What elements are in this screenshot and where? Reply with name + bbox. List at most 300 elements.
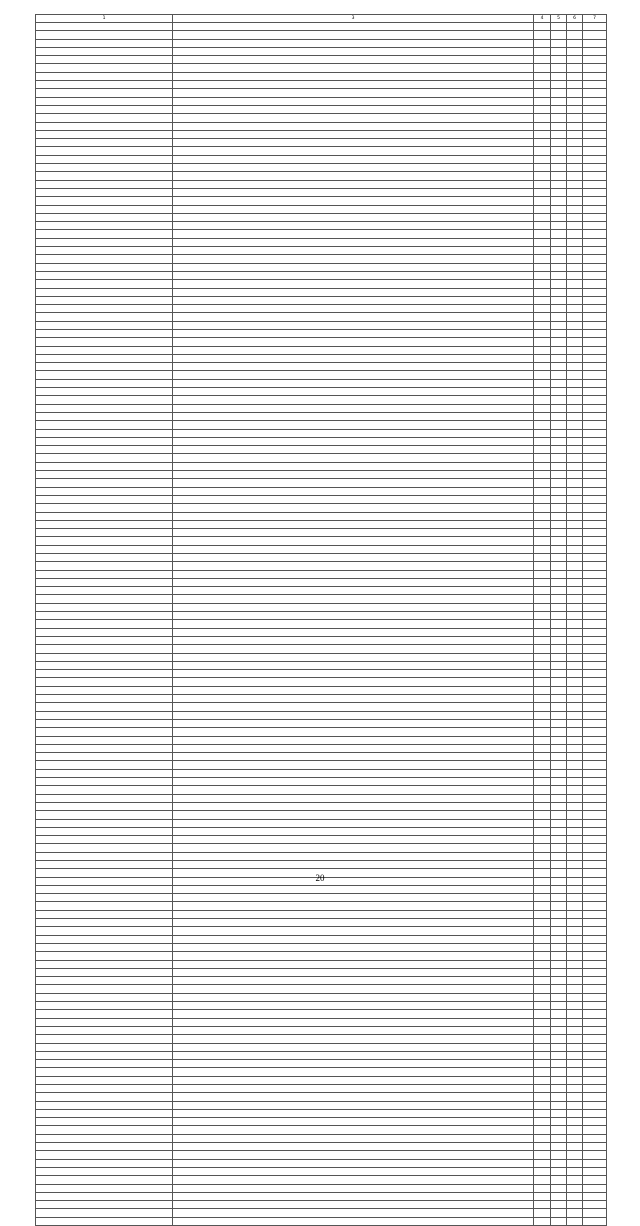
cell-col6 bbox=[567, 786, 583, 794]
section-header-row bbox=[36, 388, 607, 396]
cell-address bbox=[36, 180, 173, 188]
cell-col5 bbox=[551, 188, 567, 196]
cell-year bbox=[534, 1192, 551, 1200]
cell-year bbox=[534, 761, 551, 769]
table-row bbox=[36, 1176, 607, 1184]
cell-work bbox=[173, 346, 534, 354]
table-row bbox=[36, 1010, 607, 1018]
cell-col7 bbox=[583, 1209, 607, 1217]
cell-year bbox=[534, 305, 551, 313]
cell-col6 bbox=[567, 653, 583, 661]
cell-address bbox=[36, 1043, 173, 1051]
cell-year bbox=[534, 769, 551, 777]
cell-address bbox=[36, 529, 173, 537]
table-row bbox=[36, 23, 607, 31]
cell-address bbox=[36, 504, 173, 512]
cell-address bbox=[36, 1176, 173, 1184]
cell-col6 bbox=[567, 155, 583, 163]
cell-address bbox=[36, 172, 173, 180]
cell-col6 bbox=[567, 902, 583, 910]
cell-col6 bbox=[567, 222, 583, 230]
cell-year bbox=[534, 363, 551, 371]
cell-year bbox=[534, 487, 551, 495]
cell-col5 bbox=[551, 479, 567, 487]
cell-work bbox=[173, 404, 534, 412]
cell-work bbox=[173, 155, 534, 163]
cell-work bbox=[173, 97, 534, 105]
cell-col5 bbox=[551, 894, 567, 902]
cell-work bbox=[173, 238, 534, 246]
cell-work bbox=[173, 753, 534, 761]
cell-col7 bbox=[583, 794, 607, 802]
cell-col5 bbox=[551, 1159, 567, 1167]
cell-year bbox=[534, 222, 551, 230]
cell-col7 bbox=[583, 454, 607, 462]
cell-address bbox=[36, 1060, 173, 1068]
cell-col6 bbox=[567, 379, 583, 387]
table-row bbox=[36, 520, 607, 528]
cell-address bbox=[36, 1101, 173, 1109]
cell-work bbox=[173, 363, 534, 371]
cell-address bbox=[36, 1118, 173, 1126]
cell-col5 bbox=[551, 471, 567, 479]
cell-year bbox=[534, 1184, 551, 1192]
table-row bbox=[36, 188, 607, 196]
cell-work bbox=[173, 894, 534, 902]
cell-col7 bbox=[583, 827, 607, 835]
table-row bbox=[36, 562, 607, 570]
cell-address bbox=[36, 935, 173, 943]
cell-col6 bbox=[567, 1201, 583, 1209]
cell-col7 bbox=[583, 72, 607, 80]
table-row bbox=[36, 1060, 607, 1068]
cell-col5 bbox=[551, 213, 567, 221]
table-row bbox=[36, 197, 607, 205]
cell-col7 bbox=[583, 122, 607, 130]
cell-year bbox=[534, 811, 551, 819]
cell-col6 bbox=[567, 968, 583, 976]
cell-col7 bbox=[583, 255, 607, 263]
cell-col5 bbox=[551, 89, 567, 97]
table-row bbox=[36, 421, 607, 429]
cell-work bbox=[173, 1126, 534, 1134]
cell-work bbox=[173, 1010, 534, 1018]
cell-col5 bbox=[551, 454, 567, 462]
cell-work bbox=[173, 429, 534, 437]
cell-year bbox=[534, 238, 551, 246]
cell-col5 bbox=[551, 985, 567, 993]
cell-col6 bbox=[567, 744, 583, 752]
cell-col6 bbox=[567, 313, 583, 321]
cell-work bbox=[173, 1043, 534, 1051]
cell-col6 bbox=[567, 197, 583, 205]
cell-work bbox=[173, 321, 534, 329]
cell-col5 bbox=[551, 354, 567, 362]
cell-address bbox=[36, 860, 173, 868]
cell-col7 bbox=[583, 230, 607, 238]
cell-col7 bbox=[583, 902, 607, 910]
cell-work bbox=[173, 1209, 534, 1217]
cell-col5 bbox=[551, 72, 567, 80]
cell-col6 bbox=[567, 371, 583, 379]
cell-col6 bbox=[567, 562, 583, 570]
cell-col5 bbox=[551, 1093, 567, 1101]
cell-work bbox=[173, 819, 534, 827]
cell-address bbox=[36, 437, 173, 445]
table-row bbox=[36, 761, 607, 769]
table-row bbox=[36, 255, 607, 263]
cell-col5 bbox=[551, 222, 567, 230]
cell-col7 bbox=[583, 238, 607, 246]
cell-col5 bbox=[551, 836, 567, 844]
table-row bbox=[36, 172, 607, 180]
cell-col5 bbox=[551, 612, 567, 620]
cell-year bbox=[534, 968, 551, 976]
cell-col7 bbox=[583, 943, 607, 951]
cell-col6 bbox=[567, 114, 583, 122]
cell-work bbox=[173, 1076, 534, 1084]
cell-col5 bbox=[551, 404, 567, 412]
cell-year bbox=[534, 255, 551, 263]
cell-col6 bbox=[567, 570, 583, 578]
cell-year bbox=[534, 753, 551, 761]
cell-col6 bbox=[567, 1076, 583, 1084]
cell-col6 bbox=[567, 1184, 583, 1192]
cell-year bbox=[534, 354, 551, 362]
cell-work bbox=[173, 902, 534, 910]
cell-col5 bbox=[551, 711, 567, 719]
cell-year bbox=[534, 927, 551, 935]
cell-work bbox=[173, 811, 534, 819]
cell-work bbox=[173, 412, 534, 420]
cell-col7 bbox=[583, 1143, 607, 1151]
cell-year bbox=[534, 852, 551, 860]
cell-year bbox=[534, 1035, 551, 1043]
cell-col5 bbox=[551, 943, 567, 951]
cell-col6 bbox=[567, 520, 583, 528]
cell-year bbox=[534, 1126, 551, 1134]
cell-col6 bbox=[567, 238, 583, 246]
cell-col6 bbox=[567, 130, 583, 138]
cell-col7 bbox=[583, 985, 607, 993]
cell-address bbox=[36, 943, 173, 951]
cell-address bbox=[36, 910, 173, 918]
cell-col5 bbox=[551, 296, 567, 304]
cell-col7 bbox=[583, 960, 607, 968]
table-row bbox=[36, 744, 607, 752]
cell-col6 bbox=[567, 1085, 583, 1093]
cell-year bbox=[534, 64, 551, 72]
cell-col5 bbox=[551, 1201, 567, 1209]
cell-address bbox=[36, 711, 173, 719]
cell-work bbox=[173, 968, 534, 976]
table-row bbox=[36, 222, 607, 230]
cell-col5 bbox=[551, 554, 567, 562]
cell-work bbox=[173, 164, 534, 172]
cell-col5 bbox=[551, 520, 567, 528]
cell-work bbox=[173, 31, 534, 39]
table-row bbox=[36, 960, 607, 968]
cell-col5 bbox=[551, 761, 567, 769]
cell-address bbox=[36, 56, 173, 64]
cell-address bbox=[36, 985, 173, 993]
cell-address bbox=[36, 23, 173, 31]
cell-year bbox=[534, 620, 551, 628]
cell-col6 bbox=[567, 960, 583, 968]
cell-col7 bbox=[583, 396, 607, 404]
table-row bbox=[36, 64, 607, 72]
cell-col6 bbox=[567, 885, 583, 893]
cell-work bbox=[173, 230, 534, 238]
cell-address bbox=[36, 421, 173, 429]
cell-col5 bbox=[551, 910, 567, 918]
cell-address bbox=[36, 595, 173, 603]
cell-year bbox=[534, 1026, 551, 1034]
table-row bbox=[36, 1076, 607, 1084]
cell-col5 bbox=[551, 429, 567, 437]
table-row bbox=[36, 753, 607, 761]
cell-address bbox=[36, 288, 173, 296]
cell-col5 bbox=[551, 164, 567, 172]
cell-address bbox=[36, 1209, 173, 1217]
cell-col5 bbox=[551, 885, 567, 893]
table-row bbox=[36, 47, 607, 55]
cell-col6 bbox=[567, 479, 583, 487]
cell-address bbox=[36, 321, 173, 329]
table-row bbox=[36, 827, 607, 835]
table-row bbox=[36, 479, 607, 487]
cell-col6 bbox=[567, 719, 583, 727]
cell-address bbox=[36, 388, 173, 396]
cell-col5 bbox=[551, 603, 567, 611]
cell-work bbox=[173, 595, 534, 603]
cell-col6 bbox=[567, 612, 583, 620]
cell-col5 bbox=[551, 728, 567, 736]
register-table bbox=[35, 14, 607, 1226]
cell-work bbox=[173, 23, 534, 31]
cell-col5 bbox=[551, 31, 567, 39]
cell-col6 bbox=[567, 495, 583, 503]
cell-col7 bbox=[583, 836, 607, 844]
cell-year bbox=[534, 537, 551, 545]
cell-col5 bbox=[551, 670, 567, 678]
cell-col6 bbox=[567, 636, 583, 644]
table-row bbox=[36, 653, 607, 661]
cell-address bbox=[36, 695, 173, 703]
cell-col7 bbox=[583, 545, 607, 553]
table-row bbox=[36, 885, 607, 893]
cell-year bbox=[534, 1043, 551, 1051]
cell-col7 bbox=[583, 703, 607, 711]
cell-address bbox=[36, 744, 173, 752]
table-row bbox=[36, 686, 607, 694]
cell-work bbox=[173, 852, 534, 860]
cell-year bbox=[534, 860, 551, 868]
cell-col5 bbox=[551, 537, 567, 545]
cell-address bbox=[36, 753, 173, 761]
cell-address bbox=[36, 81, 173, 89]
cell-work bbox=[173, 587, 534, 595]
cell-col6 bbox=[567, 338, 583, 346]
cell-col5 bbox=[551, 338, 567, 346]
table-row bbox=[36, 661, 607, 669]
cell-col7 bbox=[583, 1201, 607, 1209]
cell-work bbox=[173, 736, 534, 744]
cell-col6 bbox=[567, 504, 583, 512]
cell-year bbox=[534, 139, 551, 147]
cell-col6 bbox=[567, 1010, 583, 1018]
table-row bbox=[36, 1118, 607, 1126]
cell-col6 bbox=[567, 844, 583, 852]
table-row bbox=[36, 778, 607, 786]
cell-col7 bbox=[583, 354, 607, 362]
cell-col7 bbox=[583, 802, 607, 810]
cell-year bbox=[534, 910, 551, 918]
cell-col7 bbox=[583, 636, 607, 644]
cell-year bbox=[534, 213, 551, 221]
cell-col6 bbox=[567, 1159, 583, 1167]
cell-col7 bbox=[583, 404, 607, 412]
cell-address bbox=[36, 645, 173, 653]
cell-work bbox=[173, 338, 534, 346]
cell-address bbox=[36, 811, 173, 819]
cell-year bbox=[534, 1101, 551, 1109]
cell-work bbox=[173, 703, 534, 711]
table-row bbox=[36, 1018, 607, 1026]
cell-address bbox=[36, 479, 173, 487]
cell-col5 bbox=[551, 570, 567, 578]
cell-col6 bbox=[567, 678, 583, 686]
cell-address bbox=[36, 562, 173, 570]
cell-year bbox=[534, 670, 551, 678]
cell-col6 bbox=[567, 437, 583, 445]
table-row bbox=[36, 1026, 607, 1034]
cell-work bbox=[173, 47, 534, 55]
cell-col6 bbox=[567, 230, 583, 238]
cell-year bbox=[534, 885, 551, 893]
cell-year bbox=[534, 844, 551, 852]
cell-col7 bbox=[583, 371, 607, 379]
table-row bbox=[36, 620, 607, 628]
cell-col5 bbox=[551, 255, 567, 263]
cell-address bbox=[36, 305, 173, 313]
cell-address bbox=[36, 255, 173, 263]
cell-col7 bbox=[583, 620, 607, 628]
cell-address bbox=[36, 778, 173, 786]
cell-year bbox=[534, 1143, 551, 1151]
table-row bbox=[36, 769, 607, 777]
cell-year bbox=[534, 894, 551, 902]
table-row bbox=[36, 230, 607, 238]
cell-year bbox=[534, 695, 551, 703]
cell-col6 bbox=[567, 894, 583, 902]
cell-col6 bbox=[567, 388, 583, 396]
cell-col5 bbox=[551, 305, 567, 313]
cell-col6 bbox=[567, 927, 583, 935]
cell-year bbox=[534, 1085, 551, 1093]
cell-address bbox=[36, 1093, 173, 1101]
cell-work bbox=[173, 247, 534, 255]
cell-year bbox=[534, 338, 551, 346]
cell-work bbox=[173, 188, 534, 196]
cell-work bbox=[173, 1143, 534, 1151]
cell-work bbox=[173, 628, 534, 636]
cell-work bbox=[173, 554, 534, 562]
cell-work bbox=[173, 1134, 534, 1142]
cell-col7 bbox=[583, 462, 607, 470]
cell-address bbox=[36, 1192, 173, 1200]
table-row bbox=[36, 247, 607, 255]
cell-address bbox=[36, 570, 173, 578]
cell-year bbox=[534, 346, 551, 354]
cell-col7 bbox=[583, 1002, 607, 1010]
cell-work bbox=[173, 39, 534, 47]
cell-address bbox=[36, 977, 173, 985]
cell-year bbox=[534, 1167, 551, 1175]
cell-col7 bbox=[583, 993, 607, 1001]
cell-col5 bbox=[551, 645, 567, 653]
cell-col7 bbox=[583, 1060, 607, 1068]
section-header-row bbox=[36, 1109, 607, 1117]
cell-year bbox=[534, 31, 551, 39]
cell-col5 bbox=[551, 811, 567, 819]
cell-col5 bbox=[551, 695, 567, 703]
cell-address bbox=[36, 313, 173, 321]
cell-address bbox=[36, 89, 173, 97]
cell-col6 bbox=[567, 64, 583, 72]
cell-col6 bbox=[567, 1043, 583, 1051]
cell-col6 bbox=[567, 919, 583, 927]
cell-address bbox=[36, 603, 173, 611]
cell-year bbox=[534, 89, 551, 97]
table-row bbox=[36, 578, 607, 586]
cell-year bbox=[534, 271, 551, 279]
cell-address bbox=[36, 1026, 173, 1034]
cell-year bbox=[534, 628, 551, 636]
cell-col5 bbox=[551, 852, 567, 860]
table-row bbox=[36, 1209, 607, 1217]
cell-year bbox=[534, 520, 551, 528]
cell-col7 bbox=[583, 296, 607, 304]
table-row bbox=[36, 1002, 607, 1010]
cell-col7 bbox=[583, 1176, 607, 1184]
table-row bbox=[36, 238, 607, 246]
cell-address bbox=[36, 512, 173, 520]
table-row bbox=[36, 728, 607, 736]
table-row bbox=[36, 852, 607, 860]
cell-address bbox=[36, 155, 173, 163]
cell-work bbox=[173, 122, 534, 130]
cell-col5 bbox=[551, 529, 567, 537]
cell-col6 bbox=[567, 1051, 583, 1059]
cell-work bbox=[173, 761, 534, 769]
cell-work bbox=[173, 271, 534, 279]
cell-col7 bbox=[583, 97, 607, 105]
cell-address bbox=[36, 554, 173, 562]
cell-work bbox=[173, 504, 534, 512]
cell-address bbox=[36, 686, 173, 694]
cell-address bbox=[36, 1126, 173, 1134]
table-row bbox=[36, 512, 607, 520]
cell-year bbox=[534, 578, 551, 586]
cell-col7 bbox=[583, 1118, 607, 1126]
cell-year bbox=[534, 56, 551, 64]
cell-col5 bbox=[551, 288, 567, 296]
cell-col5 bbox=[551, 1134, 567, 1142]
cell-col5 bbox=[551, 1192, 567, 1200]
cell-col7 bbox=[583, 180, 607, 188]
cell-col7 bbox=[583, 130, 607, 138]
